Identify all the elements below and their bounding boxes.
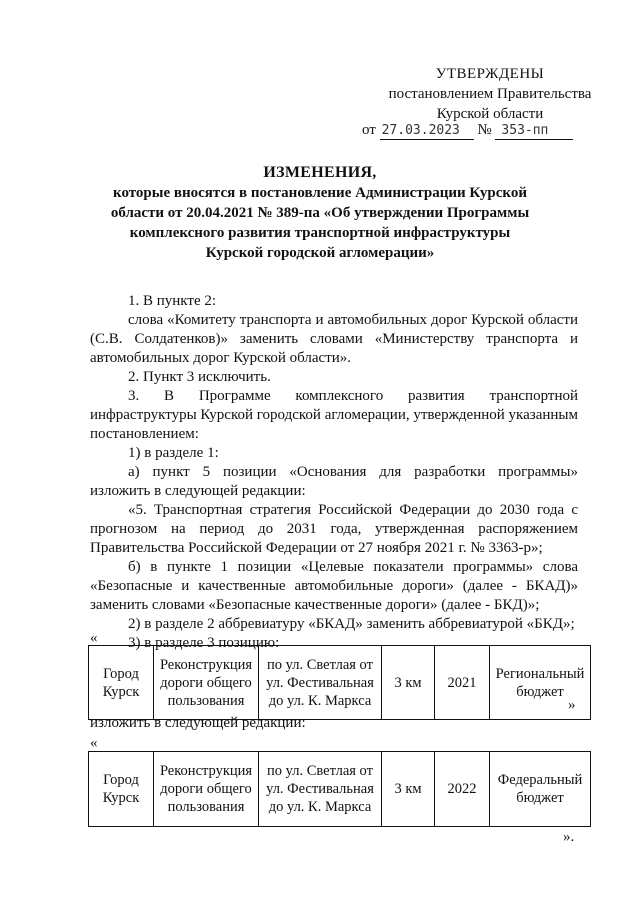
cell-year: 2021: [435, 646, 490, 720]
title-line-2: области от 20.04.2021 № 389-па «Об утверждении Программы: [110, 205, 530, 221]
approval-date: 27.03.2023: [381, 123, 460, 138]
approval-date-line: [362, 122, 573, 140]
document-title: [90, 163, 550, 263]
close-quote-2: ».: [563, 829, 575, 845]
title-line-4: Курской городской агломерации»: [205, 245, 435, 261]
approval-line-3: Курской области: [436, 106, 544, 122]
cell-budget: Федеральный бюджет: [490, 752, 591, 827]
approval-heading: УТВЕРЖДЕНЫ: [435, 66, 545, 82]
paragraph: 3) в разделе 3 позицию:: [128, 635, 280, 651]
table-new-position: [88, 751, 591, 827]
table-row: [89, 646, 591, 720]
paragraph: а) пункт 5 позиции «Основания для разработки программы» изложить в следующей редакции:: [90, 464, 578, 499]
paragraph: б) в пункте 1 позиции «Целевые показатели программы» слова «Безопасные и качественные автомобильные дороги» (далее - БКАД)» заменить словами «Безопасные качественные дороги» (далее - БКД)»;: [90, 559, 578, 613]
approval-stamp: [360, 64, 620, 124]
cell-location: по ул. Светлая от ул. Фестивальная до ул. К. Маркса: [259, 752, 382, 827]
open-quote-1: «: [90, 630, 98, 646]
close-quote-1: »: [568, 697, 576, 713]
paragraph: 2) в разделе 2 аббревиатуру «БКАД» заменить аббревиатурой «БКД»;: [128, 616, 575, 632]
cell-length: 3 км: [382, 646, 435, 720]
paragraph: 2. Пункт 3 исключить.: [128, 369, 271, 385]
cell-budget: Региональный бюджет: [490, 646, 591, 720]
approval-line-2: постановлением Правительства: [388, 86, 592, 102]
approval-number: 353-пп: [501, 123, 549, 138]
document-body: [90, 292, 578, 653]
cell-location: по ул. Светлая от ул. Фестивальная до ул. К. Маркса: [259, 646, 382, 720]
number-prefix: №: [477, 122, 492, 138]
paragraph: слова «Комитету транспорта и автомобильных дорог Курской области (С.В. Солдатенков)» заменить словами «Министерству транспорта и автомобильных дорог Курской области».: [90, 312, 578, 366]
date-prefix: от: [362, 122, 376, 138]
title-line-1: которые вносятся в постановление Администрации Курской: [113, 185, 527, 201]
cell-work: Реконструкция дороги общего пользования: [154, 752, 259, 827]
table-old-position: [88, 645, 591, 720]
title-line-3: комплексного развития транспортной инфраструктуры: [129, 225, 511, 241]
cell-city: Город Курск: [89, 646, 154, 720]
cell-year: 2022: [435, 752, 490, 827]
cell-length: 3 км: [382, 752, 435, 827]
cell-work: Реконструкция дороги общего пользования: [154, 646, 259, 720]
replace-text: изложить в следующей редакции:: [90, 715, 306, 731]
paragraph: 1. В пункте 2:: [128, 293, 217, 309]
open-quote-2: «: [90, 735, 98, 751]
table-row: [89, 752, 591, 827]
paragraph: 3. В Программе комплексного развития транспортной инфраструктуры Курской городской агломерации, утвержденной указанным постановлением:: [90, 388, 578, 442]
paragraph: 1) в разделе 1:: [128, 445, 219, 461]
title-heading: ИЗМЕНЕНИЯ,: [263, 164, 377, 181]
paragraph: «5. Транспортная стратегия Российской Федерации до 2030 года с прогнозом на период до 2031 года, утвержденная распоряжением Правительства Российской Федерации от 27 ноября 2021 г. № 3363-р»;: [90, 502, 578, 556]
cell-city: Город Курск: [89, 752, 154, 827]
